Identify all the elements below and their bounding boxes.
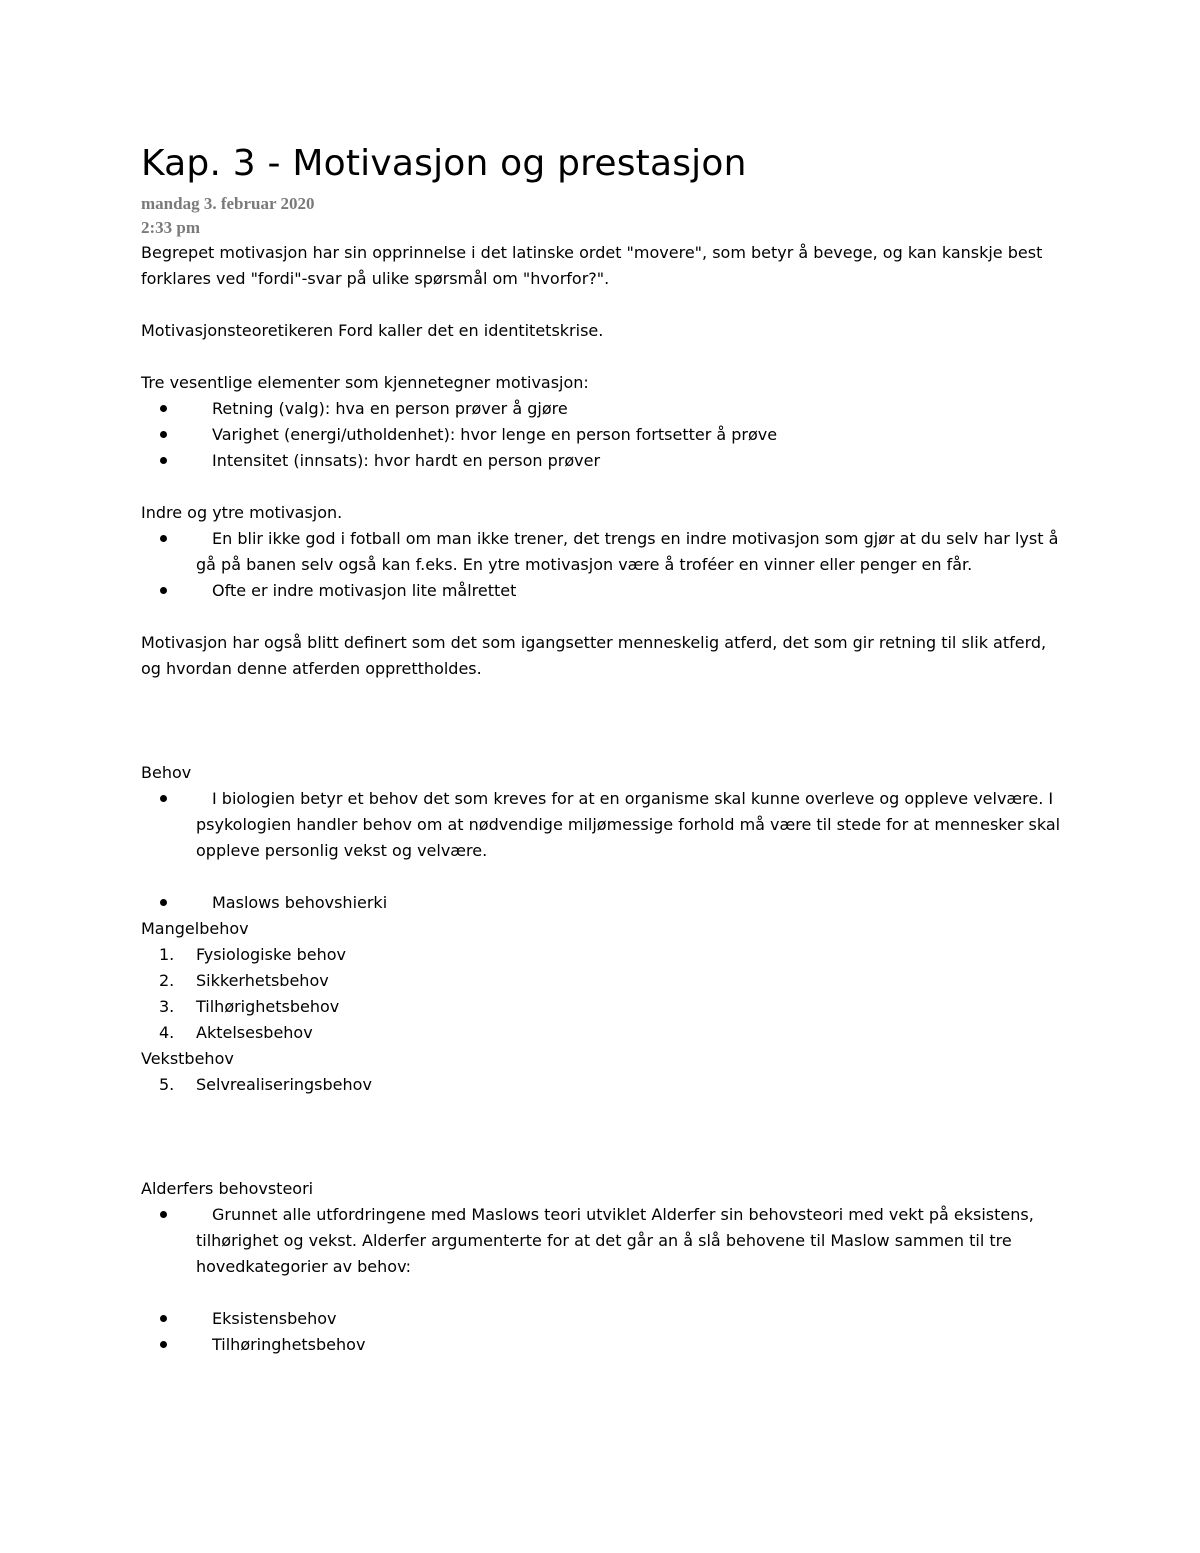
spacer — [141, 1280, 1071, 1306]
list-item: 1. Fysiologiske behov — [159, 945, 346, 964]
indre-list — [141, 526, 1071, 604]
list-item: Maslows behovshierki — [141, 890, 1071, 916]
alderfer-sub-list — [141, 1306, 1071, 1358]
bullet-icon — [160, 405, 167, 412]
alderfer-list — [141, 1202, 1071, 1280]
list-item: Tilhøringhetsbehov — [141, 1332, 1071, 1358]
bullet-icon — [160, 795, 167, 802]
bullet-icon — [160, 1341, 167, 1348]
spacer — [141, 682, 1071, 760]
page-title: Kap. 3 - Motivasjon og prestasjon — [141, 143, 747, 184]
list-item: Ofte er indre motivasjon lite målrettet — [141, 578, 1071, 604]
mangel-list — [141, 942, 1071, 1046]
ford-paragraph: Motivasjonsteoretikeren Ford kaller det en identitetskrise. — [141, 321, 604, 340]
tre-list — [141, 396, 1071, 474]
tre-heading: Tre vesentlige elementer som kjennetegner motivasjon: — [141, 373, 589, 392]
spacer — [141, 474, 1071, 500]
spacer — [141, 604, 1071, 630]
bullet-icon — [160, 1315, 167, 1322]
list-item: Grunnet alle utfordringene med Maslows teori utviklet Alderfer sin behovsteori med vekt på eksistens, tilhørighet og vekst. Alderfer argumenterte for at det går an å slå behovene til Maslow sammen til tre hovedkategorier av behov: — [141, 1202, 1071, 1280]
spacer — [141, 1098, 1071, 1176]
list-item: I biologien betyr et behov det som kreves for at en organisme skal kunne overleve og oppleve velvære. I psykologien handler behov om at nødvendige miljømessige forhold må være til stede for at mennesker skal oppleve personlig vekst og velvære. — [141, 786, 1071, 864]
note-date: mandag 3. februar 2020 — [141, 194, 315, 213]
definert-paragraph: Motivasjon har også blitt definert som det som igangsetter menneskelig atferd, det som gir retning til slik atferd, og hvordan denne atferden opprettholdes. — [141, 633, 1047, 678]
alderfer-heading: Alderfers behovsteori — [141, 1179, 314, 1198]
list-item: Eksistensbehov — [141, 1306, 1071, 1332]
note-page — [141, 136, 1071, 1358]
behov-heading: Behov — [141, 763, 192, 782]
spacer — [141, 292, 1071, 318]
mangel-heading: Mangelbehov — [141, 919, 249, 938]
spacer — [141, 864, 1071, 890]
bullet-icon — [160, 457, 167, 464]
bullet-icon — [160, 1211, 167, 1218]
bullet-icon — [160, 431, 167, 438]
maslow-list — [141, 890, 1071, 916]
list-item: 3. Tilhørighetsbehov — [159, 997, 340, 1016]
vekst-list — [141, 1072, 1071, 1098]
bullet-icon — [160, 899, 167, 906]
bullet-icon — [160, 587, 167, 594]
vekst-heading: Vekstbehov — [141, 1049, 234, 1068]
list-item: 5. Selvrealiseringsbehov — [159, 1075, 372, 1094]
note-time: 2:33 pm — [141, 218, 201, 237]
list-item: Varighet (energi/utholdenhet): hvor lenge en person fortsetter å prøve — [141, 422, 1071, 448]
indre-heading: Indre og ytre motivasjon. — [141, 503, 343, 522]
list-item: 2. Sikkerhetsbehov — [159, 971, 329, 990]
bullet-icon — [160, 535, 167, 542]
list-item: Retning (valg): hva en person prøver å gjøre — [141, 396, 1071, 422]
list-item: 4. Aktelsesbehov — [159, 1023, 313, 1042]
intro-paragraph: Begrepet motivasjon har sin opprinnelse i det latinske ordet "movere", som betyr å bevege, og kan kanskje best forklares ved "fordi"-svar på ulike spørsmål om "hvorfor?". — [141, 243, 1043, 288]
list-item: En blir ikke god i fotball om man ikke trener, det trengs en indre motivasjon som gjør at du selv har lyst å gå på banen selv også kan f.eks. En ytre motivasjon være å troféer en vinner eller penger en får. — [141, 526, 1071, 578]
spacer — [141, 344, 1071, 370]
behov-list — [141, 786, 1071, 864]
list-item: Intensitet (innsats): hvor hardt en person prøver — [141, 448, 1071, 474]
